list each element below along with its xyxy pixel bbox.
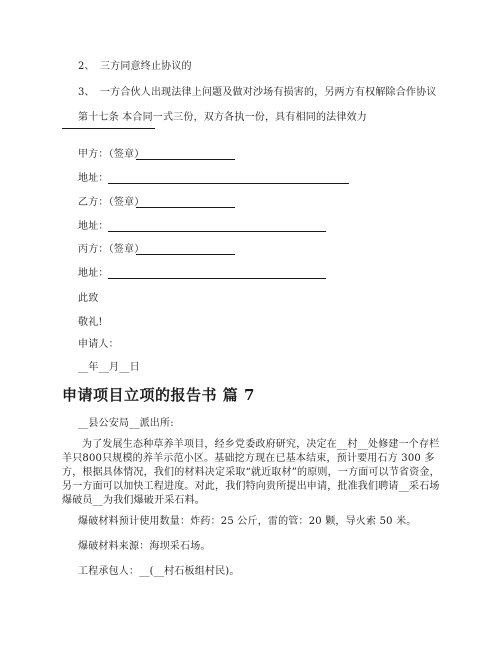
address-b-label: 地址：	[78, 221, 109, 232]
address-a-blank	[108, 183, 349, 184]
salutation: __县公安局__派出所:	[78, 418, 174, 429]
party-a-label: 甲方：（签章）	[78, 149, 145, 160]
article-17: 第十七条 本合同一式三份，双方各执一份，具有相同的法律效力	[78, 112, 367, 123]
party-b-label: 乙方：（签章）	[78, 197, 145, 208]
materials-line: 爆破材料预计使用数量：炸药：25 公斤，雷的管：20 颗，导火索 50 米。	[78, 516, 417, 527]
party-b-blank	[136, 207, 235, 208]
ci-zhi: 此致	[78, 293, 99, 304]
address-b-blank	[108, 231, 326, 232]
contractor-line: 工程承包人：__(__村石板组村民)。	[78, 566, 240, 577]
source-line: 爆破材料来源：海坝采石场。	[78, 541, 211, 552]
clause-item-2: 2、 三方同意终止协议的	[78, 61, 192, 72]
party-c-label: 丙方：（签章）	[78, 244, 145, 255]
party-a-blank	[136, 159, 235, 160]
address-c-blank	[108, 278, 326, 279]
jing-li: 敬礼!	[78, 317, 103, 328]
applicant-label: 申请人：	[78, 339, 119, 350]
body-paragraph: 为了发展生态种草养羊项目，经乡党委政府研究，决定在__村__处修建一个存栏羊只800只规模的养羊示范小区。基础挖方现在已基本结束，预计要用石方 300 多方，根据具体情况，我们的材料决定采取“就近取材”的原则，一方面可以节省资金，另一方面可以加快工程进度。对此，我们特向贵所提出申请，批准我们聘请__采石场爆破员__为我们爆破开采石料。	[62, 439, 440, 506]
party-c-blank	[136, 254, 235, 255]
section-title: 申请项目立项的报告书 篇 7	[62, 386, 255, 404]
date-line: __年__月__日	[78, 362, 140, 373]
address-a-label: 地址：	[78, 173, 109, 184]
article-17-underline	[62, 128, 155, 129]
address-c-label: 地址：	[78, 268, 109, 279]
clause-item-3: 3、 一方合伙人出现法律上问题及做对沙场有损害的，另两方有权解除合作协议	[78, 87, 437, 98]
